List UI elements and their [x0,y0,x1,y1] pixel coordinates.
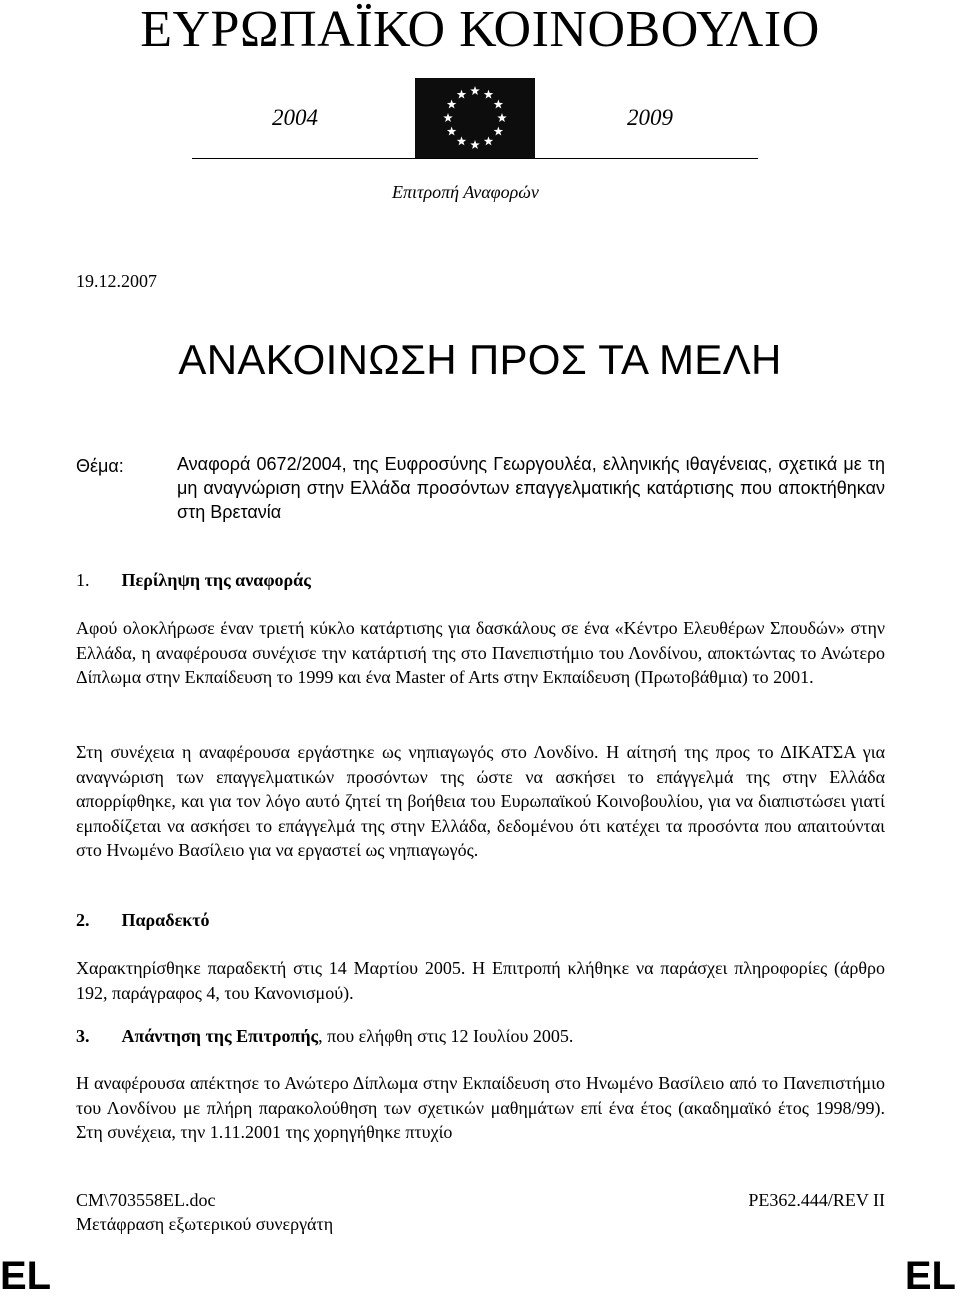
section-number: 2. [76,910,90,930]
section-title-suffix: , που ελήφθη στις 12 Ιουλίου 2005. [318,1026,574,1046]
eu-flag-stars [415,78,535,158]
section-3-header [76,1026,573,1047]
header-divider [192,158,758,159]
section-title: Περίληψη της αναφοράς [121,570,311,590]
section-number: 1. [76,570,90,590]
star-icon [484,136,494,145]
star-icon [470,86,480,95]
section-1-header [76,570,311,591]
subject-label: Θέμα: [76,456,124,476]
section-number: 3. [76,1026,90,1046]
language-code-left: EL [0,1254,52,1298]
section-2-header [76,910,210,931]
star-icon [457,136,467,145]
year-start: 2004 [272,105,318,130]
section-title: Απάντηση της Επιτροπής [121,1026,319,1046]
language-code-right: EL [904,1254,956,1298]
star-icon [470,140,480,149]
document-date: 19.12.2007 [76,271,157,291]
section-1-paragraph-2: Στη συνέχεια η αναφέρουσα εργάστηκε ως νηπιαγωγός στο Λονδίνο. Η αίτησή της προς το ΔΙΚΑΤΣΑ για αναγνώριση των επαγγελματικών προσόντων της ώστε να ασκήσει το επάγγελμά της στην Ελλάδα απορρίφθηκε, και για τον λόγο αυτό ζητεί τη βοήθεια του Ευρωπαϊκού Κοινοβουλίου, για να διαπιστώσει γιατί εμποδίζεται να ασκήσει το επάγγελμά της στην Ελλάδα, δεδομένου ότι κατέχει τα προσόντα που απαιτούνται στο Ηνωμένο Βασίλειο για να εργαστεί ως νηπιαγωγός. [76,742,885,860]
eu-flag-icon [415,78,535,158]
section-1-paragraph-1: Αφού ολοκλήρωσε έναν τριετή κύκλο κατάρτισης για δασκάλους σε ένα «Κέντρο Ελευθέρων Σπουδών» στην Ελλάδα, η αναφέρουσα συνέχισε την κατάρτισή της στο Πανεπιστήμιο του Λονδίνου, αποκτώντας το Ανώτερο Δίπλωμα στην Εκπαίδευση το 1999 και ένα Master of Arts στην Εκπαίδευση (Πρωτοβάθμια) το 2001. [76,618,885,687]
star-icon [494,127,504,136]
star-icon [447,100,457,109]
pe-reference: PE362.444/REV II [748,1190,885,1210]
section-title: Παραδεκτό [121,910,210,930]
section-3-paragraph-1: Η αναφέρουσα απέκτησε το Ανώτερο Δίπλωμα στην Εκπαίδευση στο Ηνωμένο Βασίλειο από το Πανεπιστήμιο του Λονδίνου με πλήρη παρακολούθηση των σχετικών μαθημάτων επί ένα έτος (ακαδημαϊκό έτος 1998/99). Στη συνέχεια, την 1.11.2001 της χορηγήθηκε πτυχίο [76,1073,885,1142]
star-icon [447,127,457,136]
page-heading: ΑΝΑΚΟΙΝΩΣΗ ΠΡΟΣ ΤΑ ΜΕΛΗ [178,336,782,383]
year-end: 2009 [627,105,673,130]
document-reference: CM\703558EL.doc [76,1190,216,1210]
institution-title: ΕΥΡΩΠΑΪΚΟ ΚΟΙΝΟΒΟΥΛΙΟ [140,1,820,58]
star-icon [494,100,504,109]
star-icon [484,90,494,99]
star-icon [497,113,507,122]
section-2-paragraph-1: Χαρακτηρίσθηκε παραδεκτή στις 14 Μαρτίου 2005. Η Επιτροπή κλήθηκε να παράσχει πληροφορίες (άρθρο 192, παράγραφος 4, του Κανονισμού). [76,958,885,1003]
translation-note: Μετάφραση εξωτερικού συνεργάτη [76,1214,334,1234]
footer-left [76,1188,333,1236]
committee-name: Επιτροπή Αναφορών [392,182,539,202]
subject-text: Αναφορά 0672/2004, της Ευφροσύνης Γεωργουλέα, ελληνικής ιθαγένειας, σχετικά με τη μη αναγνώριση στην Ελλάδα προσόντων επαγγελματικής κατάρτισης που αποκτήθηκαν στη Βρετανία [177,454,885,522]
star-icon [443,113,453,122]
star-icon [457,90,467,99]
